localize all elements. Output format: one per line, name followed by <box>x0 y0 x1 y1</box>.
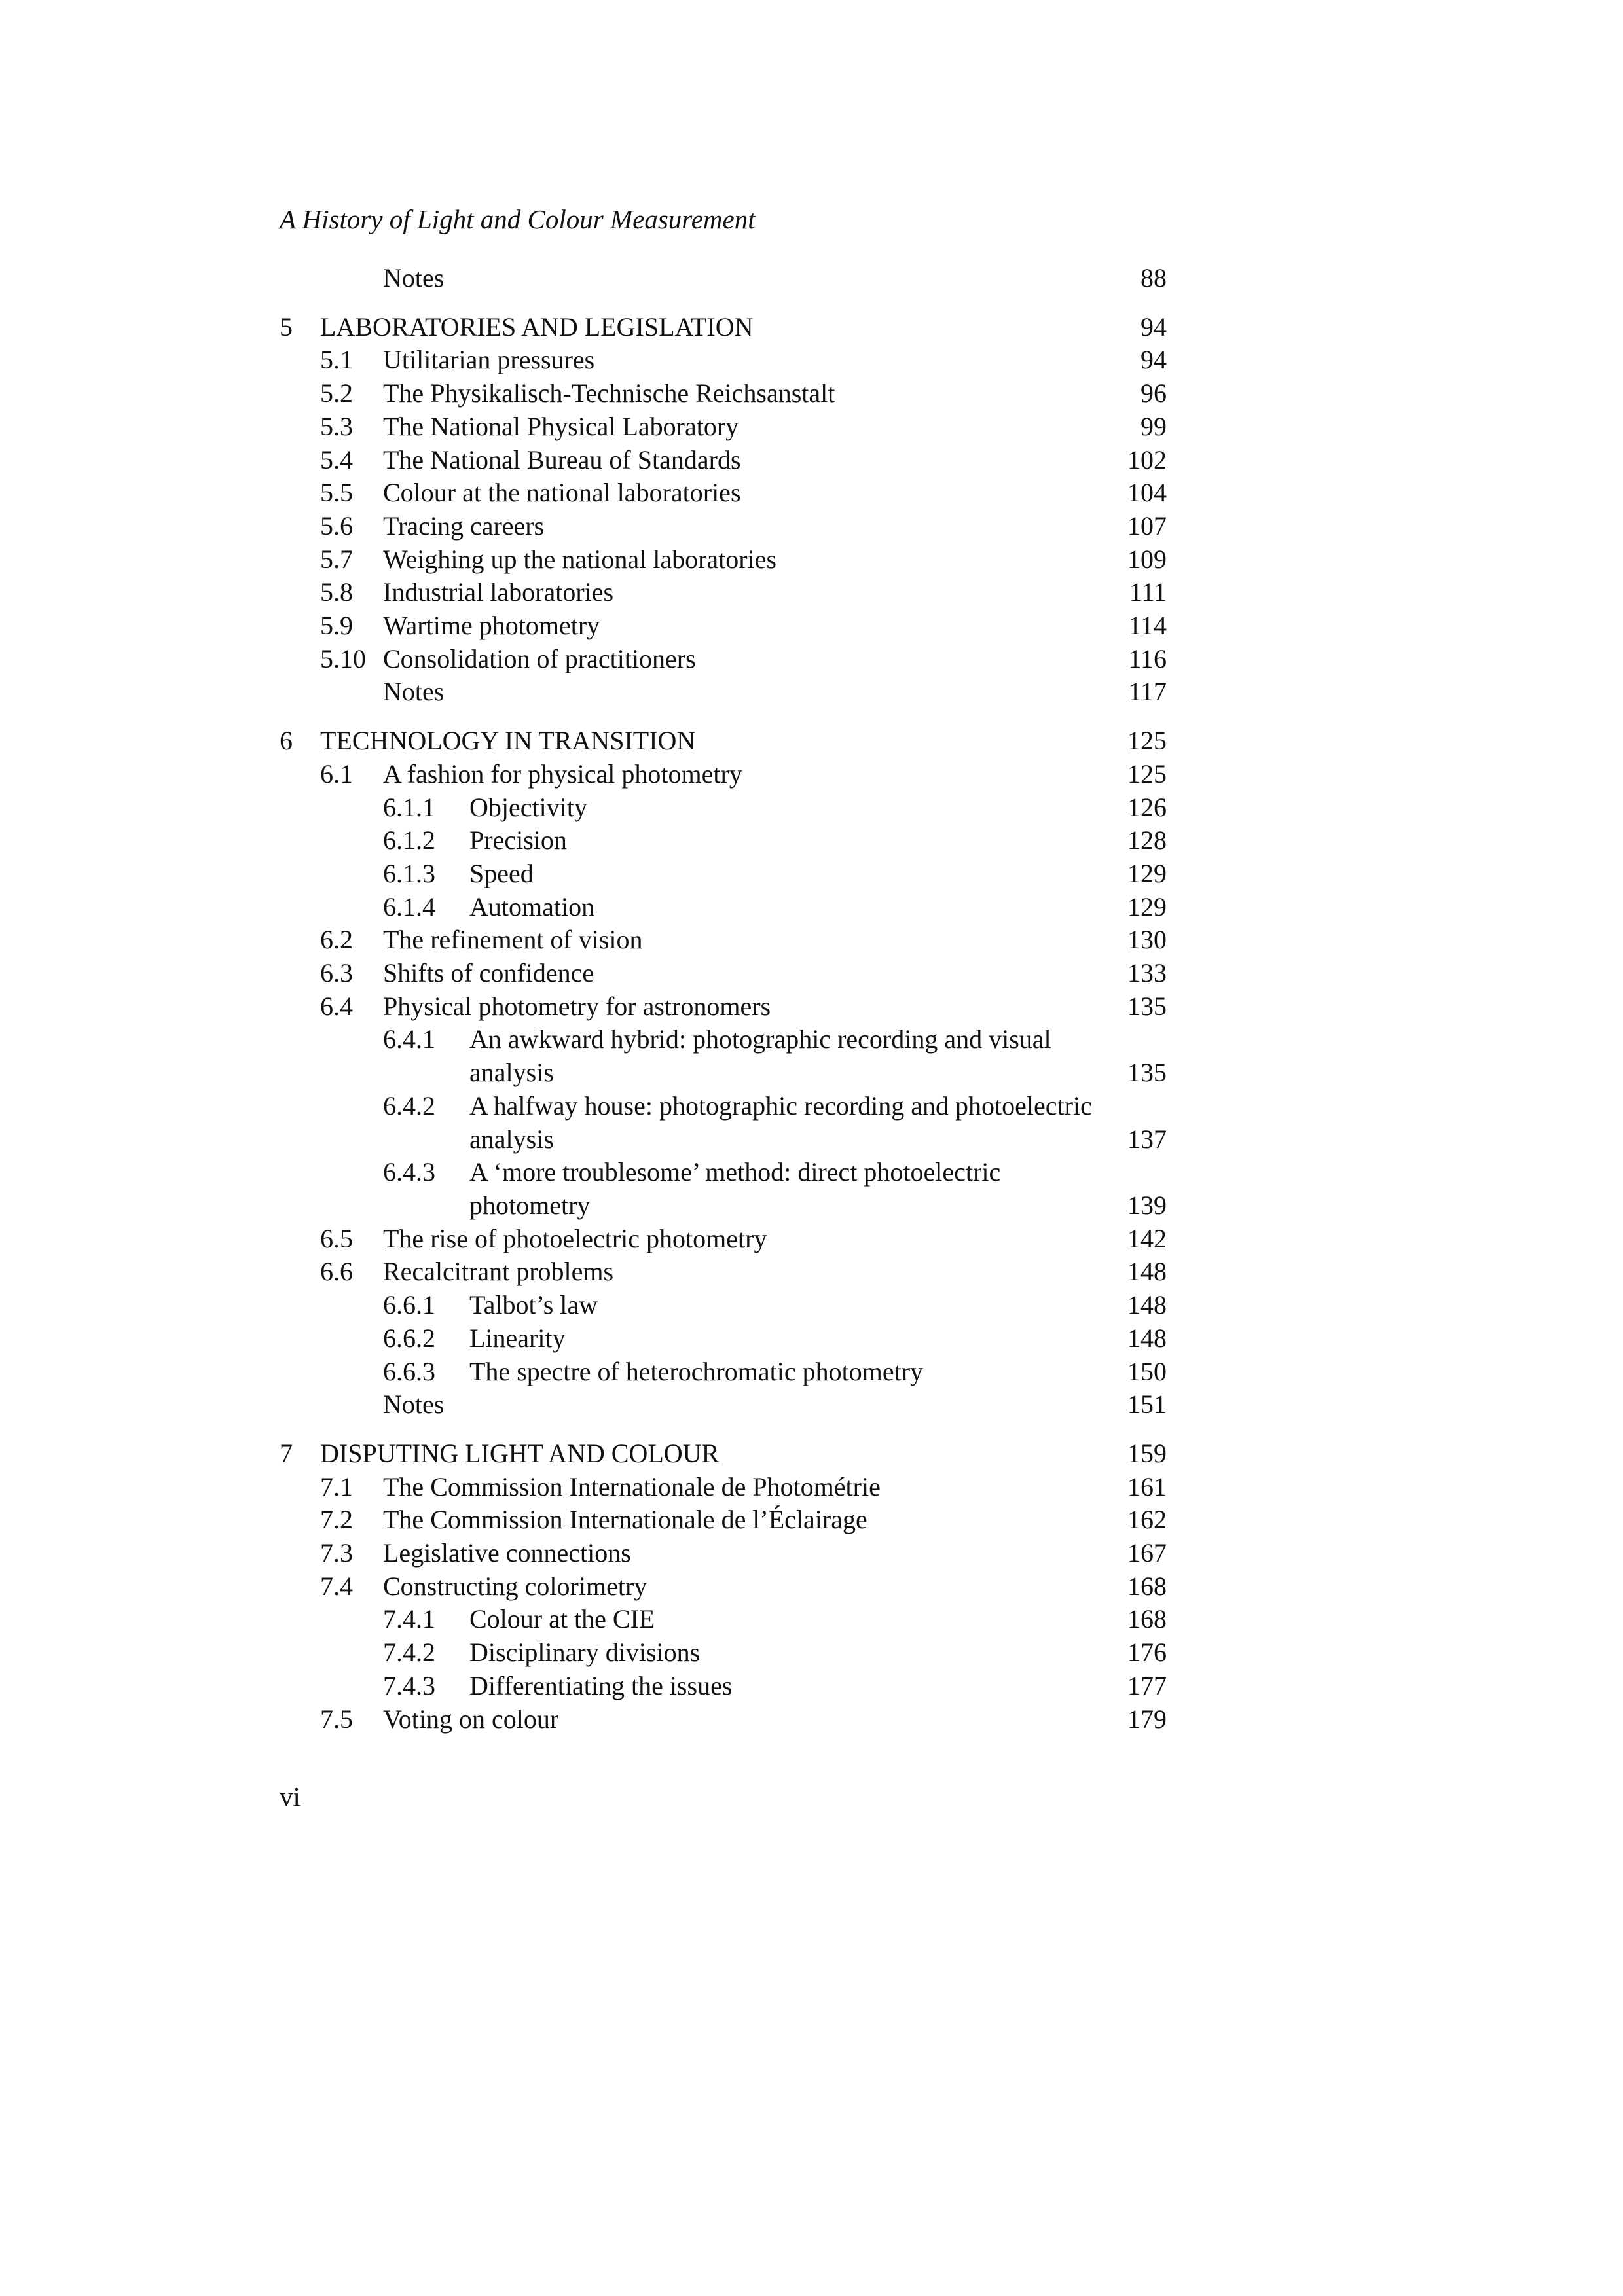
toc-title: Constructing colorimetry <box>383 1571 647 1601</box>
toc-title: An awkward hybrid: photographic recording and visual analysis <box>469 1024 1051 1088</box>
toc-entry <box>280 1255 1167 1289</box>
toc-number: 6.4 <box>320 991 353 1021</box>
toc-number: 5.4 <box>320 444 353 475</box>
toc-page-number: 104 <box>1127 478 1167 508</box>
toc-page-number: 102 <box>1127 444 1167 475</box>
toc-title: The spectre of heterochromatic photometry <box>469 1356 924 1386</box>
toc-title: Wartime photometry <box>383 611 600 641</box>
toc-title: Notes <box>383 677 445 707</box>
toc-page-number: 117 <box>1128 677 1167 707</box>
toc-title: A ‘more troublesome’ method: direct photoelectric photometry <box>469 1157 1001 1220</box>
toc-entry <box>280 857 1167 891</box>
toc-entry <box>280 444 1167 477</box>
toc-title: Differentiating the issues <box>469 1670 733 1700</box>
toc-number: 6.1.1 <box>383 792 435 822</box>
toc-entry <box>280 1703 1167 1736</box>
toc-number: 5.8 <box>320 577 353 607</box>
toc-page-number: 111 <box>1129 577 1167 607</box>
toc-page-number: 168 <box>1127 1571 1167 1601</box>
toc-entry <box>280 924 1167 957</box>
toc-page-number: 148 <box>1127 1323 1167 1353</box>
toc-entry <box>280 1636 1167 1670</box>
toc-title: Physical photometry for astronomers <box>383 991 771 1021</box>
toc-number: 6.4.2 <box>383 1090 435 1121</box>
toc-number: 6.6.2 <box>383 1323 435 1353</box>
page-number: vi <box>280 1782 301 1812</box>
toc-entry <box>280 791 1167 825</box>
toc-number: 6.6 <box>320 1257 353 1287</box>
toc-page-number: 109 <box>1127 544 1167 574</box>
running-head: A History of Light and Colour Measurement <box>280 204 756 234</box>
toc-title: Recalcitrant problems <box>383 1257 614 1287</box>
toc-title: The Physikalisch-Technische Reichsanstalt <box>383 378 835 408</box>
toc-chapter <box>280 725 1167 758</box>
toc-title: Precision <box>469 825 567 855</box>
toc-entry <box>280 344 1167 377</box>
toc-page-number: 126 <box>1127 792 1167 822</box>
toc-page-number: 176 <box>1127 1638 1167 1668</box>
toc-number: 6.6.1 <box>383 1290 435 1320</box>
toc-page-number: 96 <box>1140 378 1167 408</box>
toc-title: The National Physical Laboratory <box>383 411 739 441</box>
table-of-contents <box>280 262 1167 1736</box>
toc-number: 5.10 <box>320 643 366 673</box>
toc-title: Colour at the national laboratories <box>383 478 741 508</box>
toc-entry <box>280 1670 1167 1703</box>
toc-entry <box>280 1570 1167 1604</box>
toc-page-number: 133 <box>1127 958 1167 988</box>
toc-page-number: 99 <box>1140 411 1167 441</box>
toc-page-number: 88 <box>1140 263 1167 293</box>
toc-entry <box>280 758 1167 791</box>
toc-chapter <box>280 1437 1167 1471</box>
toc-title: Voting on colour <box>383 1704 559 1734</box>
toc-title: DISPUTING LIGHT AND COLOUR <box>320 1438 720 1468</box>
toc-number: 6.1.2 <box>383 825 435 855</box>
toc-entry <box>280 476 1167 510</box>
toc-title: Consolidation of practitioners <box>383 643 696 673</box>
toc-title: Legislative connections <box>383 1538 631 1568</box>
toc-page-number: 162 <box>1127 1505 1167 1535</box>
toc-page-number: 161 <box>1127 1471 1167 1501</box>
toc-chapter <box>280 311 1167 344</box>
toc-page-number: 129 <box>1127 858 1167 888</box>
toc-entry <box>280 1090 1167 1156</box>
toc-title: The rise of photoelectric photometry <box>383 1223 767 1253</box>
toc-number: 5 <box>280 312 293 342</box>
toc-number: 7.4.1 <box>383 1604 435 1634</box>
toc-title: Automation <box>469 891 595 922</box>
toc-notes <box>280 1388 1167 1422</box>
toc-page-number: 116 <box>1128 643 1167 673</box>
toc-title: The refinement of vision <box>383 925 643 955</box>
toc-number: 6.2 <box>320 925 353 955</box>
toc-entry <box>280 1603 1167 1636</box>
toc-entry <box>280 576 1167 609</box>
toc-entry <box>280 510 1167 543</box>
toc-entry <box>280 1223 1167 1256</box>
toc-title: Colour at the CIE <box>469 1604 655 1634</box>
toc-entry <box>280 957 1167 990</box>
toc-number: 6.1 <box>320 759 353 789</box>
toc-number: 5.1 <box>320 345 353 375</box>
toc-title: Tracing careers <box>383 511 545 541</box>
toc-number: 7.5 <box>320 1704 353 1734</box>
toc-number: 7 <box>280 1438 293 1468</box>
toc-number: 6.4.1 <box>383 1024 435 1054</box>
toc-number: 5.2 <box>320 378 353 408</box>
toc-title: A fashion for physical photometry <box>383 759 742 789</box>
toc-page-number: 130 <box>1127 925 1167 955</box>
toc-notes <box>280 675 1167 709</box>
toc-title: Objectivity <box>469 792 587 822</box>
toc-entry <box>280 377 1167 410</box>
toc-number: 6.4.3 <box>383 1157 435 1187</box>
toc-number: 6.5 <box>320 1223 353 1253</box>
toc-entry <box>280 1023 1167 1089</box>
toc-entry <box>280 1503 1167 1537</box>
toc-title: A halfway house: photographic recording and photoelectric analysis <box>469 1090 1092 1154</box>
toc-page-number: 142 <box>1127 1223 1167 1253</box>
toc-entry <box>280 824 1167 857</box>
toc-number: 6.3 <box>320 958 353 988</box>
toc-title: LABORATORIES AND LEGISLATION <box>320 312 754 342</box>
toc-page-number: 125 <box>1127 759 1167 789</box>
toc-page-number: 94 <box>1140 345 1167 375</box>
toc-title: The Commission Internationale de l’Éclairage <box>383 1505 867 1535</box>
toc-page-number: 139 <box>1127 1190 1167 1220</box>
toc-page-number: 168 <box>1127 1604 1167 1634</box>
toc-entry <box>280 410 1167 444</box>
toc-title: Industrial laboratories <box>383 577 614 607</box>
toc-title: Weighing up the national laboratories <box>383 544 777 574</box>
toc-number: 7.1 <box>320 1471 353 1501</box>
toc-page-number: 94 <box>1140 312 1167 342</box>
toc-number: 5.6 <box>320 511 353 541</box>
toc-page-number: 179 <box>1127 1704 1167 1734</box>
toc-entry <box>280 609 1167 643</box>
toc-page-number: 148 <box>1127 1290 1167 1320</box>
toc-title: Linearity <box>469 1323 566 1353</box>
toc-number: 5.7 <box>320 544 353 574</box>
toc-title: Shifts of confidence <box>383 958 594 988</box>
toc-entry <box>280 1289 1167 1322</box>
toc-title: Notes <box>383 1390 445 1420</box>
toc-page-number: 137 <box>1127 1124 1167 1154</box>
toc-entry <box>280 643 1167 676</box>
toc-page-number: 159 <box>1127 1438 1167 1468</box>
toc-title: The National Bureau of Standards <box>383 444 741 475</box>
toc-page-number: 114 <box>1128 611 1167 641</box>
toc-page-number: 177 <box>1127 1670 1167 1700</box>
toc-entry <box>280 1537 1167 1570</box>
toc-entry <box>280 1156 1167 1222</box>
toc-number: 7.4 <box>320 1571 353 1601</box>
toc-entry <box>280 1355 1167 1389</box>
toc-page-number: 135 <box>1127 1058 1167 1088</box>
toc-number: 5.9 <box>320 611 353 641</box>
toc-title: TECHNOLOGY IN TRANSITION <box>320 726 696 756</box>
toc-title: The Commission Internationale de Photométrie <box>383 1471 881 1501</box>
toc-page-number: 128 <box>1127 825 1167 855</box>
toc-title: Speed <box>469 858 534 888</box>
toc-entry <box>280 1322 1167 1355</box>
toc-title: Notes <box>383 263 445 293</box>
toc-title: Disciplinary divisions <box>469 1638 701 1668</box>
toc-title: Talbot’s law <box>469 1290 598 1320</box>
toc-number: 7.2 <box>320 1505 353 1535</box>
toc-number: 7.4.2 <box>383 1638 435 1668</box>
toc-number: 6.6.3 <box>383 1356 435 1386</box>
toc-entry <box>280 891 1167 924</box>
toc-entry <box>280 543 1167 577</box>
toc-entry <box>280 1471 1167 1504</box>
toc-number: 7.4.3 <box>383 1670 435 1700</box>
toc-entry <box>280 990 1167 1024</box>
toc-page-number: 167 <box>1127 1538 1167 1568</box>
toc-number: 6 <box>280 726 293 756</box>
toc-notes <box>280 262 1167 295</box>
toc-page-number: 129 <box>1127 891 1167 922</box>
toc-number: 6.1.4 <box>383 891 435 922</box>
toc-number: 5.5 <box>320 478 353 508</box>
toc-page-number: 107 <box>1127 511 1167 541</box>
toc-page-number: 125 <box>1127 726 1167 756</box>
toc-page-number: 148 <box>1127 1257 1167 1287</box>
toc-page-number: 135 <box>1127 991 1167 1021</box>
toc-number: 6.1.3 <box>383 858 435 888</box>
toc-page-number: 151 <box>1127 1390 1167 1420</box>
toc-title: Utilitarian pressures <box>383 345 595 375</box>
toc-number: 5.3 <box>320 411 353 441</box>
toc-page-number: 150 <box>1127 1356 1167 1386</box>
toc-number: 7.3 <box>320 1538 353 1568</box>
